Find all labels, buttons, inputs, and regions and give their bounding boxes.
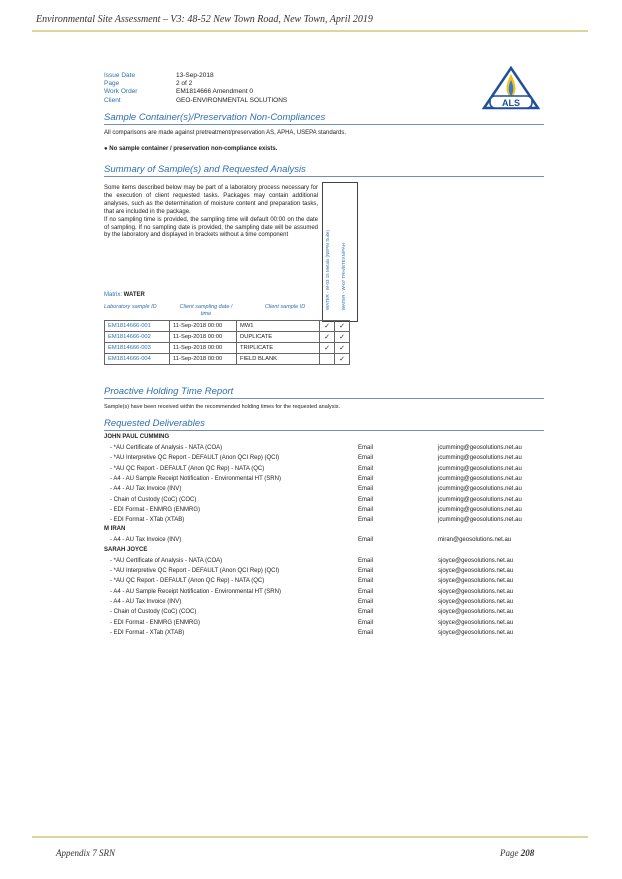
lab-sample-id: EM1814666-003 xyxy=(105,343,170,354)
analysis-col-1-label: WATER - W-03 15 Metals (NEPM Suite) xyxy=(325,230,330,310)
info-label: Page xyxy=(104,80,120,87)
check-col-1: ✓ xyxy=(320,343,335,354)
recipient-email: jcumming@geosolutions.net.au xyxy=(438,506,522,513)
lab-sample-id: EM1814666-002 xyxy=(105,332,170,343)
section-rule xyxy=(104,398,544,399)
recipient-name: M IRAN xyxy=(104,526,126,533)
section-rule xyxy=(104,124,544,125)
matrix-label: Matrix: xyxy=(104,292,124,298)
check-col-2: ✓ xyxy=(335,332,350,343)
table-row xyxy=(105,354,350,365)
deliverable-item: - Chain of Custody (CoC) (COC) xyxy=(110,609,197,616)
sampling-date: 11-Sep-2018 00:00 xyxy=(170,354,237,365)
page-header: Environmental Site Assessment – V3: 48-52 New Town Road, New Town, April 2019 xyxy=(36,14,373,25)
section-title-noncompliance: Sample Container(s)/Preservation Non-Compliances xyxy=(104,112,326,123)
info-label: Work Order xyxy=(104,88,138,95)
analysis-col-2 xyxy=(340,186,354,314)
deliverable-row xyxy=(104,443,564,453)
footer-rule xyxy=(32,836,588,838)
recipient-email: sjoyce@geosolutions.net.au xyxy=(438,598,514,605)
deliverable-row xyxy=(104,464,564,474)
delivery-method: Email xyxy=(358,568,374,574)
sampling-date: 11-Sep-2018 00:00 xyxy=(170,321,237,332)
delivery-method: Email xyxy=(358,455,374,462)
holding-statement: Sample(s) have been received within the recommended holding times for the requested analysis. xyxy=(104,404,341,410)
footer-right xyxy=(500,848,534,858)
summary-para-1: Some items described below may be part of a laboratory process necessary for the execution of client requested tasks. Packages may contain additional analyses, such as the determination of moisture content and preparation tasks, that are included in the package. xyxy=(104,185,318,215)
deliverable-item: - EDI Format - ENMRG (ENMRG) xyxy=(110,619,200,626)
check-col-2: ✓ xyxy=(335,343,350,354)
delivery-method: Email xyxy=(358,629,374,636)
deliverable-row xyxy=(104,618,564,628)
table-row xyxy=(105,321,350,332)
deliverable-item: - EDI Format - XTab (XTAB) xyxy=(110,517,185,524)
recipient-email: sjoyce@geosolutions.net.au xyxy=(438,578,514,585)
section-rule xyxy=(104,176,544,177)
section-rule xyxy=(104,430,544,431)
deliverable-item: - EDI Format - XTab (XTAB) xyxy=(110,629,185,636)
col-header-lab-id: Laboratory sample ID xyxy=(104,304,157,310)
table-row xyxy=(105,332,350,343)
delivery-method: Email xyxy=(358,506,374,513)
recipient-email: sjoyce@geosolutions.net.au xyxy=(438,629,514,636)
footer-page-number: 208 xyxy=(520,848,535,858)
samples-table xyxy=(104,320,350,365)
delivery-method: Email xyxy=(358,475,374,482)
deliverable-row xyxy=(104,607,564,617)
matrix-value: WATER xyxy=(123,292,145,298)
deliverable-item: - A4 - AU Sample Receipt Notification - Environmental HT (SRN) xyxy=(110,588,281,595)
info-value: GEO-ENVIRONMENTAL SOLUTIONS xyxy=(176,97,288,104)
info-value: 2 of 2 xyxy=(176,80,193,87)
check-col-2: ✓ xyxy=(335,354,350,365)
noncompliance-bullet: ● No sample container / preservation non-compliance exists. xyxy=(104,146,278,152)
deliverable-row xyxy=(104,628,564,638)
recipient-email: sjoyce@geosolutions.net.au xyxy=(438,557,514,564)
lab-sample-id: EM1814666-004 xyxy=(105,354,170,365)
table-row xyxy=(105,343,350,354)
check-col-1: ✓ xyxy=(320,332,335,343)
header-rule xyxy=(32,30,588,32)
sampling-date: 11-Sep-2018 00:00 xyxy=(170,332,237,343)
recipient-email: jcumming@geosolutions.net.au xyxy=(438,465,522,472)
deliverable-item: - *AU QC Report - DEFAULT (Anon QC Rep) - NATA (QC) xyxy=(110,578,265,585)
analysis-col-1 xyxy=(324,186,338,314)
noncompliance-statement: All comparisons are made against pretreatment/preservation AS, APHA, USEPA standards. xyxy=(104,130,347,136)
section-title-holding: Proactive Holding Time Report xyxy=(104,386,234,397)
deliverable-row xyxy=(104,515,564,525)
logo-text: ALS xyxy=(502,98,520,108)
deliverable-item: - *AU Certificate of Analysis - NATA (COA) xyxy=(110,445,223,451)
delivery-method: Email xyxy=(358,445,374,451)
deliverable-row xyxy=(104,535,564,545)
client-sample-id: MW1 xyxy=(237,321,320,332)
deliverable-row xyxy=(104,495,564,505)
info-label: Client xyxy=(104,97,121,104)
deliverable-row xyxy=(104,505,564,515)
recipient-email: jcumming@geosolutions.net.au xyxy=(438,496,522,503)
recipient-email: sjoyce@geosolutions.net.au xyxy=(438,588,514,595)
deliverable-item: - *AU Interpretive QC Report - DEFAULT (Anon QCI Rep) (QCI) xyxy=(110,568,280,574)
recipient-name: SARAH JOYCE xyxy=(104,546,148,553)
delivery-method: Email xyxy=(358,578,374,585)
deliverable-row xyxy=(104,587,564,597)
deliverable-row xyxy=(104,453,564,463)
deliverable-row xyxy=(104,556,564,566)
deliverable-item: - *AU Certificate of Analysis - NATA (COA) xyxy=(110,557,223,564)
recipient-email: sjoyce@geosolutions.net.au xyxy=(438,619,514,626)
section-title-summary: Summary of Sample(s) and Requested Analysis xyxy=(104,164,306,175)
deliverable-item: - A4 - AU Tax Invoice (INV) xyxy=(110,598,182,605)
deliverable-item: - *AU QC Report - DEFAULT (Anon QC Rep) - NATA (QC) xyxy=(110,465,265,472)
summary-paragraph xyxy=(104,185,318,240)
deliverable-item: - Chain of Custody (CoC) (COC) xyxy=(110,496,197,503)
check-col-1: ✓ xyxy=(320,321,335,332)
section-title-deliverables: Requested Deliverables xyxy=(104,418,205,429)
deliverable-row xyxy=(104,566,564,576)
check-col-2: ✓ xyxy=(335,321,350,332)
recipient-email: jcumming@geosolutions.net.au xyxy=(438,445,522,451)
info-value: EM1814666 Amendment 0 xyxy=(176,88,253,95)
client-sample-id: FIELD BLANK xyxy=(237,354,320,365)
deliverable-row xyxy=(104,474,564,484)
recipient-email: miran@geosolutions.net.au xyxy=(438,537,512,544)
deliverable-row xyxy=(104,576,564,586)
footer-left: Appendix 7 SRN xyxy=(56,848,115,858)
recipient-email: jcumming@geosolutions.net.au xyxy=(438,486,522,493)
deliverable-row xyxy=(104,484,564,494)
col-header-date: Client sampling date / time xyxy=(179,304,233,317)
delivery-method: Email xyxy=(358,465,374,472)
delivery-method: Email xyxy=(358,517,374,524)
delivery-method: Email xyxy=(358,537,374,544)
recipient-email: jcumming@geosolutions.net.au xyxy=(438,517,522,524)
als-logo xyxy=(482,66,540,112)
analysis-col-2-label: WATER - W-07 TRH/BTEXN/PAH xyxy=(341,242,346,310)
recipient-email: sjoyce@geosolutions.net.au xyxy=(438,609,514,616)
info-label: Issue Date xyxy=(104,72,136,79)
recipient-name: JOHN PAUL CUMMING xyxy=(104,434,170,440)
deliverable-item: - *AU Interpretive QC Report - DEFAULT (Anon QCI Rep) (QCI) xyxy=(110,455,280,462)
summary-para-2: If no sampling time is provided, the sampling time will default 00:00 on the date of sampling. If no sampling date is provided, the sampling date will be assumed by the laboratory and displayed in brackets without a time component xyxy=(104,216,318,239)
deliverable-item: - EDI Format - ENMRG (ENMRG) xyxy=(110,506,200,513)
client-sample-id: DUPLICATE xyxy=(237,332,320,343)
deliverable-row xyxy=(104,597,564,607)
deliverable-item: - A4 - AU Tax Invoice (INV) xyxy=(110,486,182,493)
footer-page-prefix: Page xyxy=(500,848,521,858)
client-sample-id: TRIPLICATE xyxy=(237,343,320,354)
deliverable-item: - A4 - AU Sample Receipt Notification - Environmental HT (SRN) xyxy=(110,475,281,482)
delivery-method: Email xyxy=(358,486,374,493)
check-col-1 xyxy=(320,354,335,365)
recipient-email: jcumming@geosolutions.net.au xyxy=(438,475,522,482)
delivery-method: Email xyxy=(358,588,374,595)
lab-sample-id: EM1814666-001 xyxy=(105,321,170,332)
deliverable-item: - A4 - AU Tax Invoice (INV) xyxy=(110,537,182,544)
matrix-line xyxy=(104,292,145,298)
info-value: 13-Sep-2018 xyxy=(176,72,214,79)
delivery-method: Email xyxy=(358,557,374,564)
delivery-method: Email xyxy=(358,619,374,626)
delivery-method: Email xyxy=(358,496,374,503)
delivery-method: Email xyxy=(358,609,374,616)
sampling-date: 11-Sep-2018 00:00 xyxy=(170,343,237,354)
col-header-client-id: Client sample ID xyxy=(264,304,306,310)
recipient-email: jcumming@geosolutions.net.au xyxy=(438,455,522,462)
delivery-method: Email xyxy=(358,598,374,605)
recipient-email: sjoyce@geosolutions.net.au xyxy=(438,568,514,574)
